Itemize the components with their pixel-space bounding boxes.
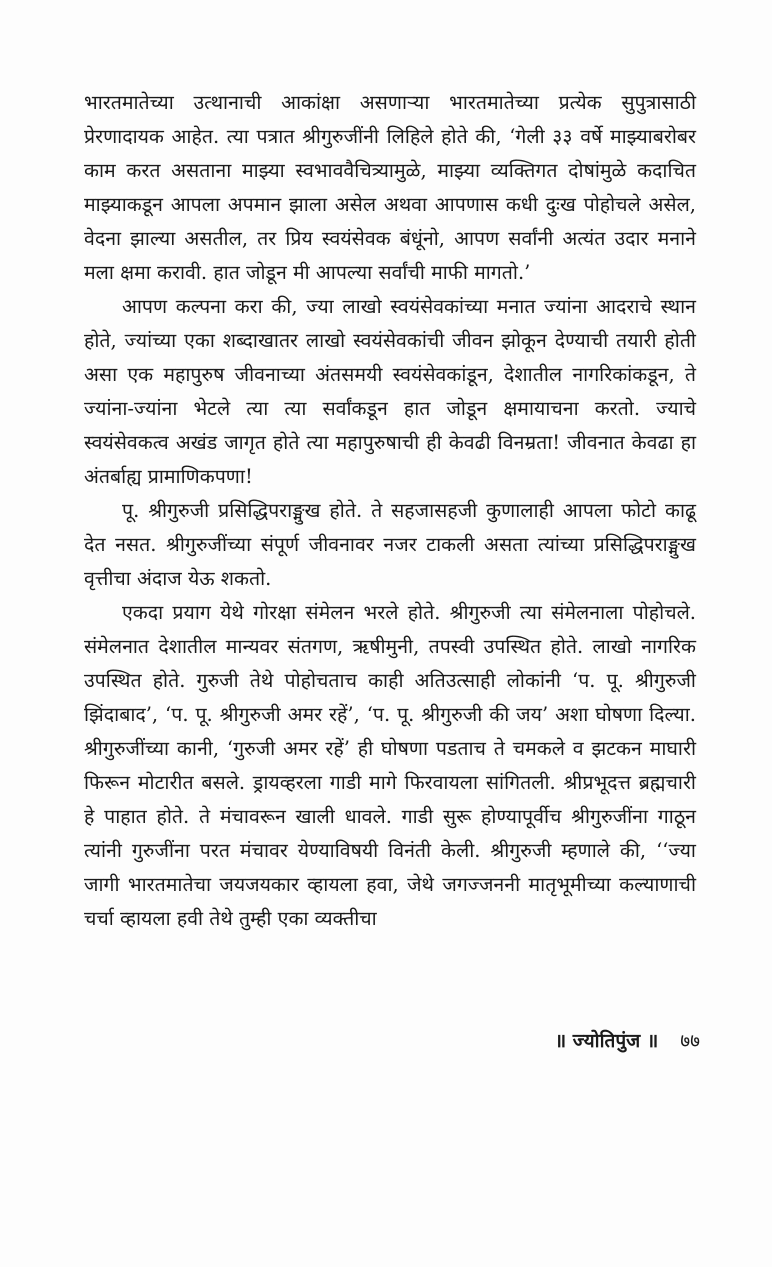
- page-footer: [520, 1027, 700, 1053]
- paragraph-3: पू. श्रीगुरुजी प्रसिद्धिपराङ्मुख होते. ते सहजासहजी कुणालाही आपला फोटो काढू देत नसत. श्रीगुरुजींच्या संपूर्ण जीवनावर नजर टाकली असता त्यांच्या प्रसिद्धिपराङ्मुख वृत्तीचा अंदाज येऊ शकतो.: [84, 499, 696, 590]
- paragraph-4: एकदा प्रयाग येथे गोरक्षा संमेलन भरले होते. श्रीगुरुजी त्या संमेलनाला पोहोचले. संमेलनात देशातील मान्यवर संतगण, ऋषीमुनी, तपस्वी उपस्थित होते. लाखो नागरिक उपस्थित होते. गुरुजी तेथे पोहोचताच काही अतिउत्साही लोकांनी ‘प. पू. श्रीगुरुजी झिंदाबाद’, ‘प. पू. श्रीगुरुजी अमर रहें’, ‘प. पू. श्रीगुरुजी की जय’ अशा घोषणा दिल्या. श्रीगुरुजींच्या कानी, ‘गुरुजी अमर रहें’ ही घोषणा पडताच ते चमकले व झटकन माघारी फिरून मोटारीत बसले. ड्रायव्हरला गाडी मागे फिरवायला सांगितली. श्रीप्रभूदत्त ब्रह्मचारी हे पाहात होते. ते मंचावरून खाली धावले. गाडी सुरू होण्यापूर्वीच श्रीगुरुजींना गाठून त्यांनी गुरुजींना परत मंचावर येण्याविषयी विनंती केली. श्रीगुरुजी म्हणाले की, ‘‘ज्या जागी भारतमातेचा जयजयकार व्हायला हवा, जेथे जगज्जननी मातृभूमीच्या कल्याणाची चर्चा व्हायला हवी तेथे तुम्ही एका व्यक्तीचा: [84, 601, 696, 930]
- paragraph-1: भारतमातेच्या उत्थानाची आकांक्षा असणाऱ्या भारतमातेच्या प्रत्येक सुपुत्रासाठी प्रेरणादायक आहेत. त्या पत्रात श्रीगुरुजींनी लिहिले होते की, ‘गेली ३३ वर्षे माझ्याबरोबर काम करत असताना माझ्या स्वभाववैचित्र्यामुळे, माझ्या व्यक्तिगत दोषांमुळे कदाचित माझ्याकडून आपला अपमान झाला असेल अथवा आपणास कधी दुःख पोहोचले असेल, वेदना झाल्या असतील, तर प्रिय स्वयंसेवक बंधूंनो, आपण सर्वांनी अत्यंत उदार मनाने मला क्षमा करावी. हात जोडून मी आपल्या सर्वांची माफी मागतो.’: [84, 91, 696, 284]
- paragraph-2: आपण कल्पना करा की, ज्या लाखो स्वयंसेवकांच्या मनात ज्यांना आदराचे स्थान होते, ज्यांच्या एका शब्दाखातर लाखो स्वयंसेवकांची जीवन झोकून देण्याची तयारी होती असा एक महापुरुष जीवनाच्या अंतसमयी स्वयंसेवकांडून, देशातील नागरिकांकडून, ते ज्यांना-ज्यांना भेटले त्या त्या सर्वांकडून हात जोडून क्षमायाचना करतो. ज्याचे स्वयंसेवकत्व अखंड जागृत होते त्या महापुरुषाची ही केवढी विनम्रता! जीवनात केवढा हा अंतर्बाह्य प्रामाणिकपणा!: [84, 295, 696, 488]
- running-title: ॥ ज्योतिपुंज ॥: [554, 1030, 659, 1052]
- page-number: ७७: [680, 1030, 700, 1052]
- body-text: [84, 86, 696, 936]
